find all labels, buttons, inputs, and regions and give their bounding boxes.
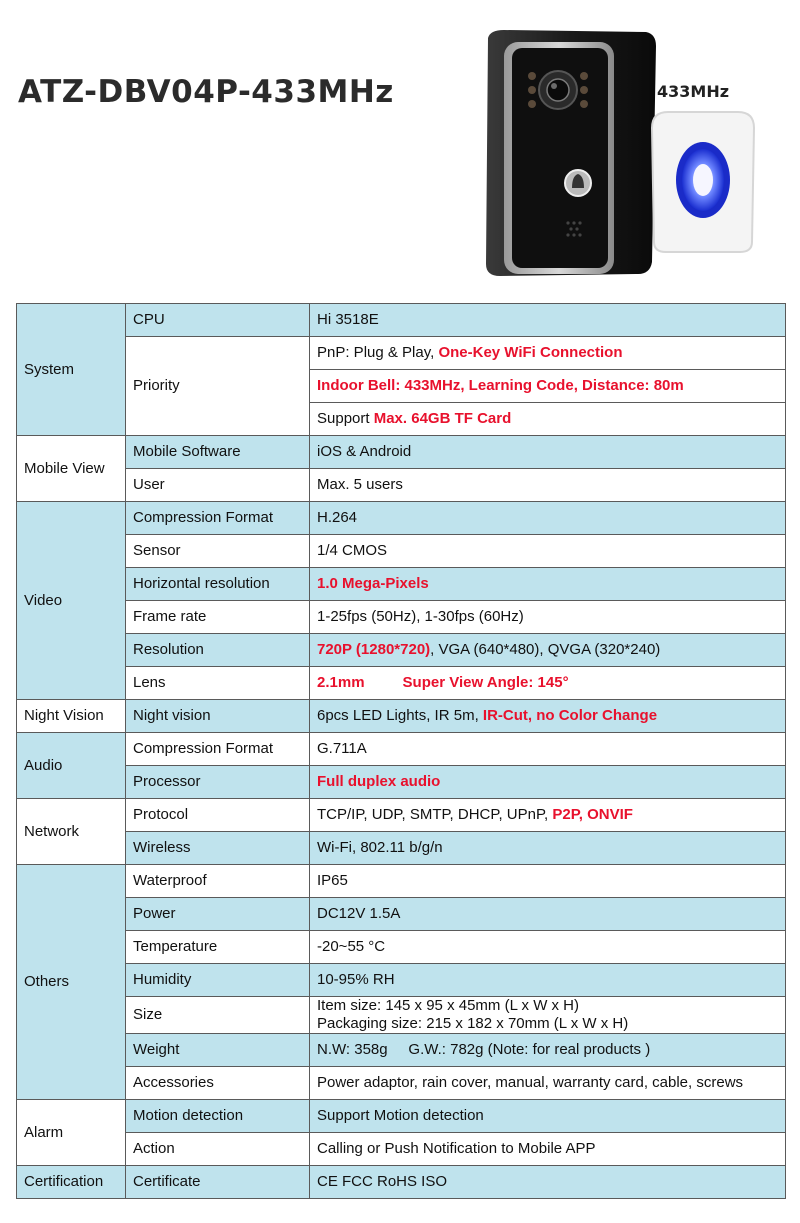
value-waterproof: IP65 (310, 865, 786, 898)
value-audio-compression: G.711A (310, 733, 786, 766)
table-row (17, 634, 786, 667)
table-row (17, 931, 786, 964)
category-night-vision: Night Vision (17, 700, 126, 733)
table-row (17, 469, 786, 502)
value-protocol: TCP/IP, UDP, SMTP, DHCP, UPnP, P2P, ONVIF (310, 799, 786, 832)
category-others: Others (17, 865, 126, 1100)
item-wireless: Wireless (126, 832, 310, 865)
video-doorbell-image (470, 28, 660, 280)
item-waterproof: Waterproof (126, 865, 310, 898)
specification-table (16, 303, 786, 1199)
item-protocol: Protocol (126, 799, 310, 832)
item-horizontal-resolution: Horizontal resolution (126, 568, 310, 601)
value-motion-detection: Support Motion detection (310, 1100, 786, 1133)
value-frame-rate: 1-25fps (50Hz), 1-30fps (60Hz) (310, 601, 786, 634)
value-user: Max. 5 users (310, 469, 786, 502)
category-alarm: Alarm (17, 1100, 126, 1166)
table-row (17, 1034, 786, 1067)
category-system: System (17, 304, 126, 436)
table-row (17, 898, 786, 931)
table-row (17, 766, 786, 799)
table-row (17, 733, 786, 766)
value-cpu: Hi 3518E (310, 304, 786, 337)
item-motion-detection: Motion detection (126, 1100, 310, 1133)
value-sensor: 1/4 CMOS (310, 535, 786, 568)
table-row (17, 502, 786, 535)
item-resolution: Resolution (126, 634, 310, 667)
table-row (17, 964, 786, 997)
table-row (17, 568, 786, 601)
item-priority: Priority (126, 337, 310, 436)
indoor-chime-image (648, 106, 758, 254)
table-row (17, 832, 786, 865)
value-priority-3: Support Max. 64GB TF Card (310, 403, 786, 436)
value-priority-2: Indoor Bell: 433MHz, Learning Code, Distance: 80m (310, 370, 786, 403)
item-night-vision: Night vision (126, 700, 310, 733)
item-temperature: Temperature (126, 931, 310, 964)
category-certification: Certification (17, 1166, 126, 1199)
frequency-label: 433MHz (657, 82, 730, 101)
value-weight: N.W: 358g G.W.: 782g (Note: for real products ) (310, 1034, 786, 1067)
table-row (17, 601, 786, 634)
table-row (17, 997, 786, 1034)
table-row (17, 1166, 786, 1199)
item-processor: Processor (126, 766, 310, 799)
table-row (17, 337, 786, 370)
value-accessories: Power adaptor, rain cover, manual, warranty card, cable, screws (310, 1067, 786, 1100)
category-mobile-view: Mobile View (17, 436, 126, 502)
item-mobile-software: Mobile Software (126, 436, 310, 469)
value-priority-1: PnP: Plug & Play, One-Key WiFi Connection (310, 337, 786, 370)
item-weight: Weight (126, 1034, 310, 1067)
value-night-vision: 6pcs LED Lights, IR 5m, IR-Cut, no Color Change (310, 700, 786, 733)
value-action: Calling or Push Notification to Mobile APP (310, 1133, 786, 1166)
header (0, 0, 800, 290)
table-row (17, 436, 786, 469)
item-action: Action (126, 1133, 310, 1166)
value-lens: 2.1mm Super View Angle: 145° (310, 667, 786, 700)
table-row (17, 700, 786, 733)
value-humidity: 10-95% RH (310, 964, 786, 997)
value-mobile-software: iOS & Android (310, 436, 786, 469)
product-title: ATZ-DBV04P-433MHz (18, 74, 394, 110)
value-power: DC12V 1.5A (310, 898, 786, 931)
value-size: Item size: 145 x 95 x 45mm (L x W x H) Packaging size: 215 x 182 x 70mm (L x W x H) (310, 997, 786, 1034)
item-sensor: Sensor (126, 535, 310, 568)
item-accessories: Accessories (126, 1067, 310, 1100)
item-frame-rate: Frame rate (126, 601, 310, 634)
item-audio-compression: Compression Format (126, 733, 310, 766)
item-humidity: Humidity (126, 964, 310, 997)
table-row (17, 799, 786, 832)
category-network: Network (17, 799, 126, 865)
item-user: User (126, 469, 310, 502)
value-temperature: -20~55 °C (310, 931, 786, 964)
value-certificate: CE FCC RoHS ISO (310, 1166, 786, 1199)
value-wireless: Wi-Fi, 802.11 b/g/n (310, 832, 786, 865)
table-row (17, 1067, 786, 1100)
value-horizontal-resolution: 1.0 Mega-Pixels (310, 568, 786, 601)
category-video: Video (17, 502, 126, 700)
item-power: Power (126, 898, 310, 931)
table-row (17, 667, 786, 700)
item-lens: Lens (126, 667, 310, 700)
item-compression-format: Compression Format (126, 502, 310, 535)
table-row (17, 304, 786, 337)
table-row (17, 1100, 786, 1133)
value-compression-format: H.264 (310, 502, 786, 535)
category-audio: Audio (17, 733, 126, 799)
value-resolution: 720P (1280*720), VGA (640*480), QVGA (320*240) (310, 634, 786, 667)
table-row (17, 865, 786, 898)
item-size: Size (126, 997, 310, 1034)
item-cpu: CPU (126, 304, 310, 337)
table-row (17, 1133, 786, 1166)
table-row (17, 535, 786, 568)
item-certificate: Certificate (126, 1166, 310, 1199)
value-processor: Full duplex audio (310, 766, 786, 799)
